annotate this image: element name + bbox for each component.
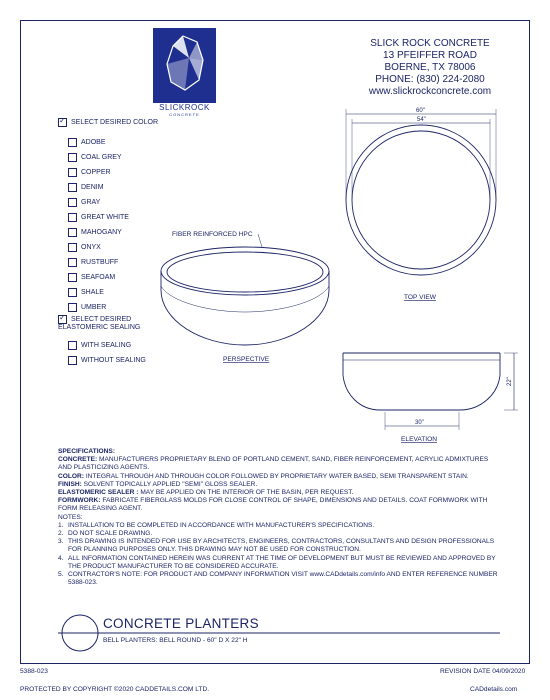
sealing-header-label: SELECT DESIRED	[71, 316, 132, 323]
caddetails-link[interactable]: CADdetails.com	[470, 686, 518, 693]
top-view-drawing	[346, 109, 496, 275]
logo-wordmark: SLICKROCK	[159, 103, 210, 112]
spec-text: INTEGRAL THROUGH AND THROUGH COLOR FOLLOWED BY PROPRIETARY WATER BASED, SEMI TRANSPARENT STAIN.	[84, 472, 469, 480]
logo-subtitle: CONCRETE	[169, 112, 200, 117]
color-label: GRAY	[81, 199, 101, 206]
spec-text: FABRICATE FIBERGLASS MOLDS FOR CLOSE CONTROL OF SHAPE, DIMENSIONS AND DETAILS. COAT FORMWORK WITH FORM RELEASING AGENT.	[58, 497, 488, 513]
spec-entry	[58, 481, 498, 489]
copyright-notice: PROTECTED BY COPYRIGHT ©2020 CADDETAILS.COM LTD.	[20, 686, 210, 693]
note-text: CONTRACTOR'S NOTE: FOR PRODUCT AND COMPANY INFORMATION VISIT www.CADdetails.com/info AND ENTER REFERENCE NUMBER 5388-023.	[68, 571, 498, 587]
top-view-label: TOP VIEW	[404, 294, 436, 301]
sealing-label: WITHOUT SEALING	[81, 357, 146, 364]
elevation-drawing	[343, 353, 518, 430]
color-header-label: SELECT DESIRED COLOR	[71, 119, 159, 126]
top-dim-inner: 54"	[417, 117, 426, 123]
reference-number: 5388-023	[20, 668, 48, 675]
note-item: 5. CONTRACTOR'S NOTE: FOR PRODUCT AND COMPANY INFORMATION VISIT www.CADdetails.com/info AND ENTER REFERENCE NUMBER 5388-023.	[58, 571, 498, 587]
note-text: DO NOT SCALE DRAWING.	[68, 530, 153, 538]
color-label: ONYX	[81, 244, 101, 251]
company-website[interactable]: www.slickrockconcrete.com	[368, 86, 492, 97]
company-phone: PHONE: (830) 224-2080	[375, 74, 485, 85]
spec-key: FINISH:	[58, 480, 82, 488]
color-label: UMBER	[81, 304, 107, 311]
color-label: GREAT WHITE	[81, 214, 129, 221]
spec-key: ELASTOMERIC SEALER :	[58, 489, 139, 497]
note-text: THIS DRAWING IS INTENDED FOR USE BY ARCHITECTS, ENGINEERS, CONTRACTORS, CONSULTANTS AND DESIGN PROFESSIONALS FOR PLANNING PURPOSES ONLY. THIS DRAWING MAY NOT BE USED FOR CONSTRUCTION.	[68, 538, 495, 554]
spec-text: SOLVENT TOPICALLY APPLIED "SEMI" GLOSS SEALER.	[81, 480, 258, 488]
spec-entry	[58, 456, 498, 472]
elevation-label: ELEVATION	[401, 436, 438, 443]
specs-heading: SPECIFICATIONS:	[58, 448, 116, 455]
revision-date: REVISION DATE 04/09/2020	[440, 668, 526, 675]
spec-key: FORMWORK:	[58, 497, 101, 505]
sealing-label: WITH SEALING	[81, 342, 132, 349]
color-label: RUSTBUFF	[81, 259, 119, 266]
color-label: COPPER	[81, 169, 111, 176]
perspective-label: PERSPECTIVE	[223, 356, 270, 363]
note-text: INSTALLATION TO BE COMPLETED IN ACCORDANCE WITH MANUFACTURER'S SPECIFICATIONS.	[68, 521, 375, 529]
company-address2: BOERNE, TX 78006	[384, 62, 476, 73]
specifications-section	[58, 448, 498, 587]
color-label: SEAFOAM	[81, 274, 116, 281]
spec-text: MAY BE APPLIED ON THE INTERIOR OF THE BASIN, PER REQUEST.	[138, 489, 354, 497]
color-label: SHALE	[81, 289, 104, 296]
note-item: 4. ALL INFORMATION CONTAINED HEREIN WAS CURRENT AT THE TIME OF DEVELOPMENT BUT MUST BE REVIEWED AND APPROVED BY THE PRODUCT MANUFACTURER TO BE CONSIDERED ACCURATE.	[58, 555, 498, 571]
elevation-height-dim: 22"	[507, 377, 513, 386]
note-text: ALL INFORMATION CONTAINED HEREIN WAS CURRENT AT THE TIME OF DEVELOPMENT BUT MUST BE REVIEWED AND APPROVED BY THE PRODUCT MANUFACTURER TO BE CONSIDERED ACCURATE.	[68, 554, 496, 570]
spec-key: COLOR:	[58, 472, 85, 480]
perspective-callout: FIBER REINFORCED HPC	[172, 231, 253, 238]
company-address1: 13 PFEIFFER ROAD	[383, 50, 477, 61]
spec-text: MANUFACTURERS PROPRIETARY BLEND OF PORTLAND CEMENT, SAND, FIBER REINFORCEMENT, ACRYLIC ADMIXTURES AND PLASTICIZING AGENTS.	[58, 456, 489, 472]
color-label: DENIM	[81, 184, 104, 191]
top-dim-outer: 60"	[416, 108, 425, 114]
company-name: SLICK ROCK CONCRETE	[370, 38, 490, 49]
spec-entry	[58, 497, 498, 513]
notes-heading: NOTES:	[58, 513, 83, 521]
note-item: 2. DO NOT SCALE DRAWING.	[58, 530, 153, 538]
drawing-subtitle: BELL PLANTERS: BELL ROUND - 60" D X 22" H	[103, 637, 248, 644]
note-item: 3. THIS DRAWING IS INTENDED FOR USE BY ARCHITECTS, ENGINEERS, CONTRACTORS, CONSULTANTS AND DESIGN PROFESSIONALS FOR PLANNING PURPOSES ONLY. THIS DRAWING MAY NOT BE USED FOR CONSTRUCTION.	[58, 538, 498, 554]
spec-key: CONCRETE:	[58, 456, 98, 464]
drawing-title: CONCRETE PLANTERS	[103, 616, 259, 631]
color-label: ADOBE	[81, 139, 106, 146]
note-item: 1. INSTALLATION TO BE COMPLETED IN ACCORDANCE WITH MANUFACTURER'S SPECIFICATIONS.	[58, 521, 375, 529]
sealing-header-label-line2: ELASTOMERIC SEALING	[58, 324, 141, 331]
color-label: MAHOGANY	[81, 229, 122, 236]
color-label: COAL GREY	[81, 154, 122, 161]
spec-entry	[58, 489, 498, 497]
perspective-drawing	[161, 234, 329, 345]
spec-entry	[58, 473, 498, 481]
elevation-base-dim: 30"	[415, 420, 424, 426]
